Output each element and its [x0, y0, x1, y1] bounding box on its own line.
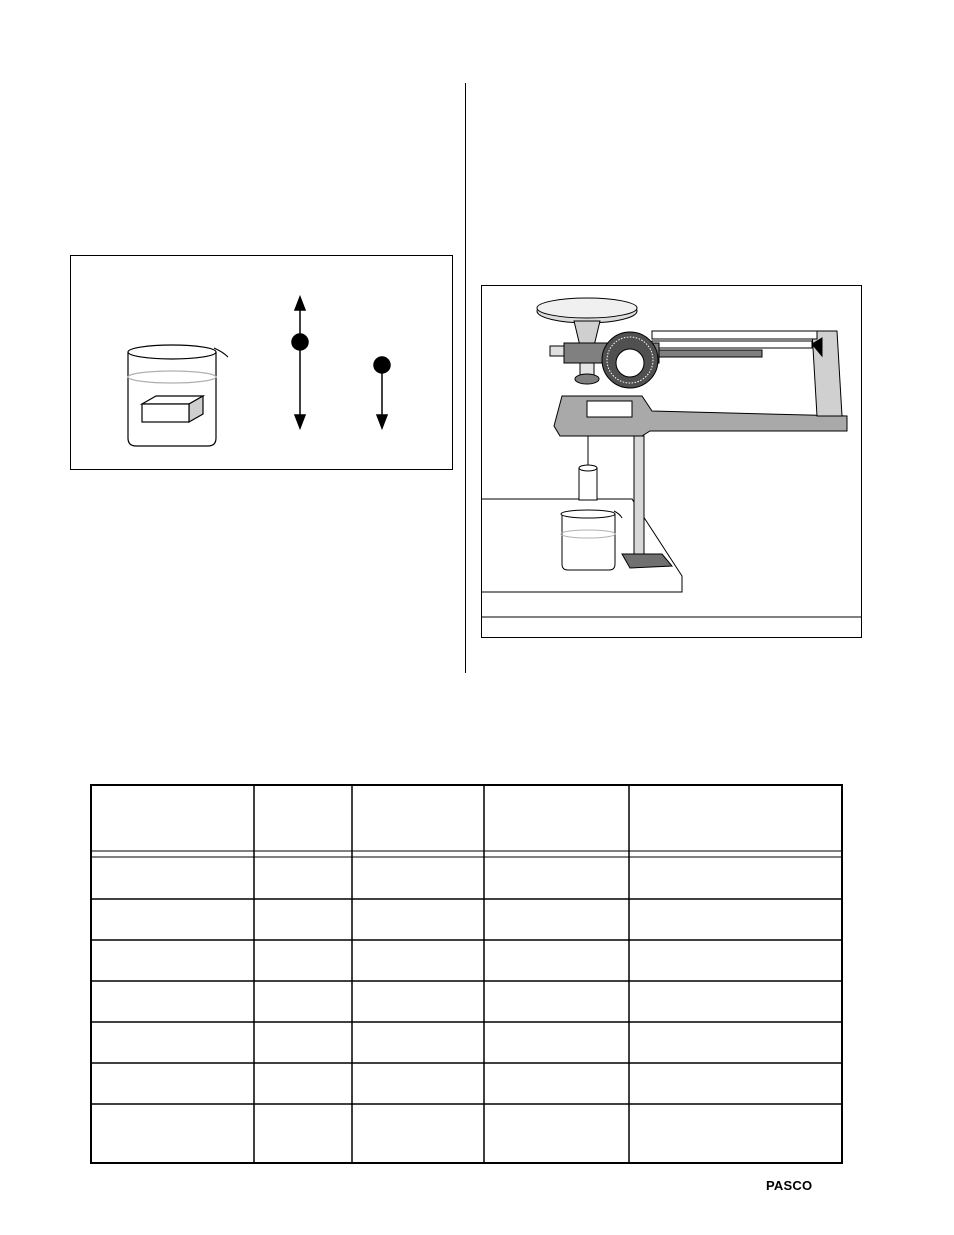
column-divider [465, 83, 466, 673]
data-table [90, 784, 843, 1164]
balance-setup-figure [481, 285, 862, 638]
block-icon [142, 396, 203, 422]
force-diagram-weight [374, 357, 390, 428]
data-table-grid [90, 784, 843, 1164]
force-diagram-submerged [292, 297, 308, 428]
pasco-logo: PASCO [766, 1178, 813, 1193]
lab-table [482, 499, 861, 617]
balance-dial [602, 332, 658, 388]
water-level [128, 371, 216, 383]
balance-setup-drawing [482, 286, 861, 637]
buoyancy-figure [70, 255, 453, 470]
hanging-cylinder [579, 436, 597, 500]
buoyancy-figure-drawing [71, 256, 452, 469]
